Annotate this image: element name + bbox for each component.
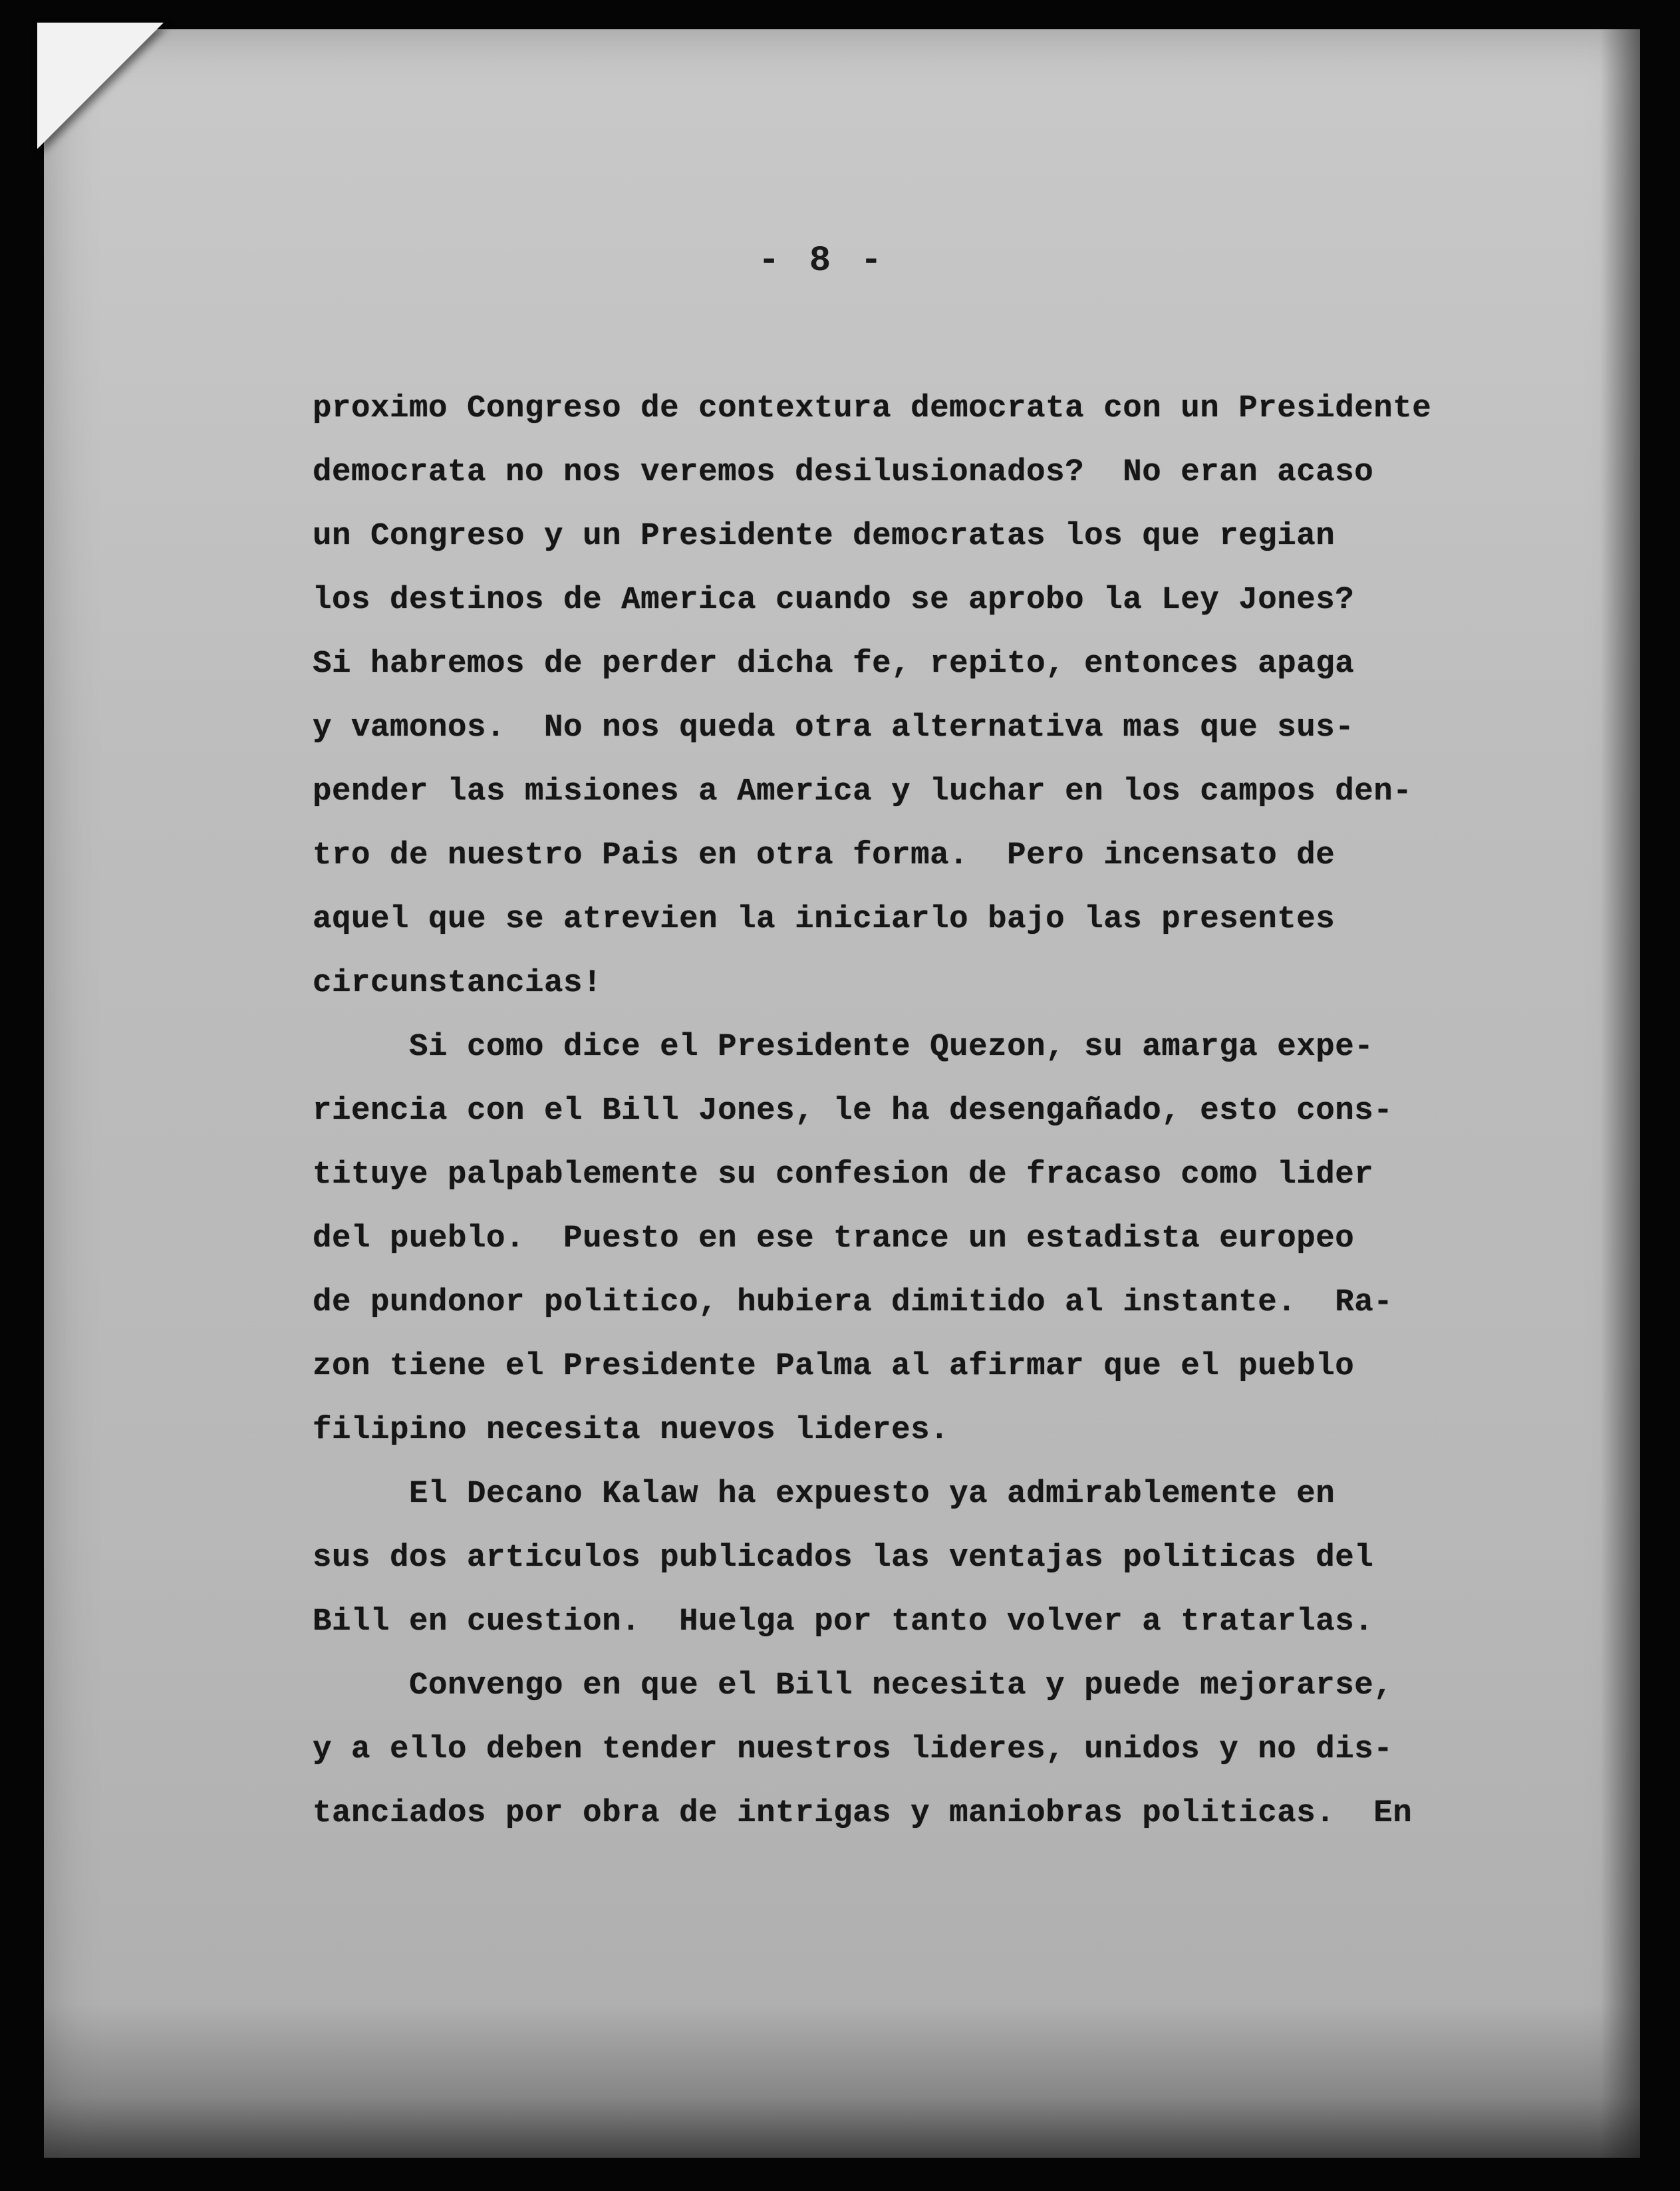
text-line: tanciados por obra de intrigas y maniobras politicas. En (313, 1795, 1413, 1831)
text-line: zon tiene el Presidente Palma al afirmar que el pueblo (313, 1348, 1355, 1384)
folded-corner (37, 23, 164, 149)
text-line: circunstancias! (313, 965, 603, 1001)
text-line: Bill en cuestion. Huelga por tanto volver a tratarlas. (313, 1604, 1374, 1640)
text-line: Si habremos de perder dicha fe, repito, entonces apaga (313, 646, 1355, 682)
page-number: - 8 - (758, 241, 887, 281)
text-line: un Congreso y un Presidente democratas los que regian (313, 518, 1335, 554)
text-line: los destinos de America cuando se aprobo la Ley Jones? (313, 582, 1355, 618)
text-line: El Decano Kalaw ha expuesto ya admirablemente en (313, 1476, 1335, 1512)
text-line: pender las misiones a America y luchar en los campos den- (313, 774, 1413, 809)
text-line: y vamonos. No nos queda otra alternativa mas que sus- (313, 710, 1355, 746)
text-line: democrata no nos veremos desilusionados? No eran acaso (313, 454, 1374, 490)
page-shadow-bottom (44, 2005, 1640, 2158)
text-line: tituye palpablemente su confesion de fracaso como lider (313, 1157, 1374, 1193)
text-line: del pueblo. Puesto en ese trance un estadista europeo (313, 1221, 1355, 1256)
text-line: Si como dice el Presidente Quezon, su amarga expe- (313, 1029, 1374, 1065)
text-line: sus dos articulos publicados las ventajas politicas del (313, 1540, 1374, 1576)
text-line: tro de nuestro Pais en otra forma. Pero incensato de (313, 837, 1335, 873)
text-line: riencia con el Bill Jones, le ha desengañado, esto cons- (313, 1093, 1393, 1129)
text-line: Convengo en que el Bill necesita y puede mejorarse, (313, 1668, 1393, 1703)
text-line: de pundonor politico, hubiera dimitido al instante. Ra- (313, 1284, 1393, 1320)
body-text (313, 376, 1523, 1845)
text-line: aquel que se atrevien la iniciarlo bajo las presentes (313, 901, 1335, 937)
text-line: proximo Congreso de contextura democrata con un Presidente (313, 390, 1432, 426)
text-line: filipino necesita nuevos lideres. (313, 1412, 950, 1448)
page-shadow-right (1600, 29, 1640, 2158)
text-line: y a ello deben tender nuestros lideres, unidos y no dis- (313, 1731, 1393, 1767)
